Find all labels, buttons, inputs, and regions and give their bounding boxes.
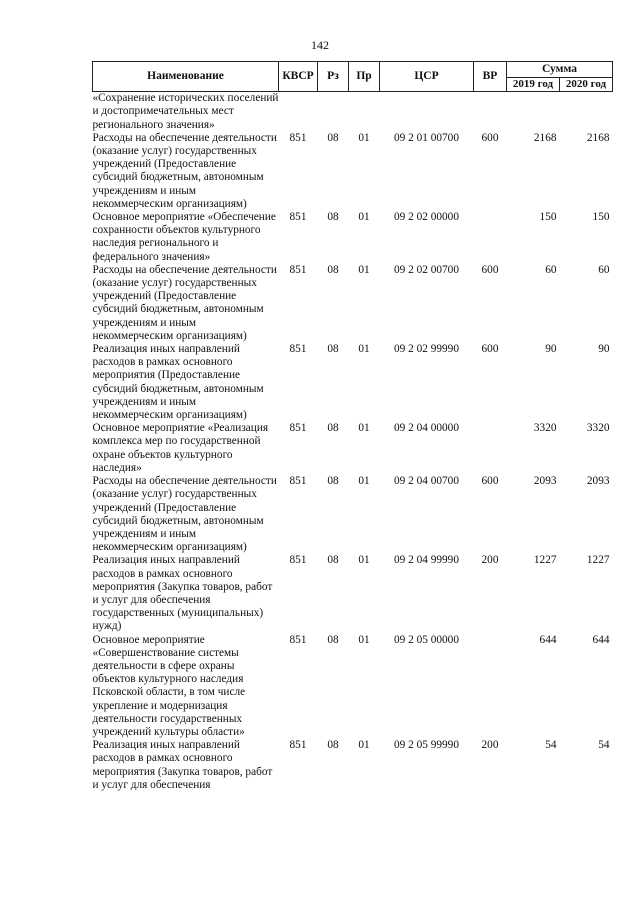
cell-2019 xyxy=(507,92,560,132)
cell-name: Реализация иных направлений расходов в рамках основного мероприятия (Закупка товаров, работ и услуг для обеспечения государственных (муниципальных) нужд) xyxy=(92,554,273,633)
cell-pr: 01 xyxy=(358,263,370,276)
cell-kvsr: 851 xyxy=(289,739,307,752)
cell-vr: 200 xyxy=(481,554,499,567)
cell-2020: 2168 xyxy=(586,131,610,144)
cell-name: Расходы на обеспечение деятельности (оказание услуг) государственных учреждений (Предоставление субсидий бюджетным, автономным учреждениям и иным некоммерческим организациям) xyxy=(92,263,277,342)
cell-name: Основное мероприятие «Реализация комплекса мер по государственной охране объектов культурного наследия» xyxy=(92,422,269,474)
cell-pr: 01 xyxy=(358,422,370,435)
cell-kvsr xyxy=(279,92,318,132)
header-kvsr: КВСР xyxy=(279,62,318,92)
cell-pr: 01 xyxy=(358,475,370,488)
cell-rz: 08 xyxy=(327,343,339,356)
cell-kvsr: 851 xyxy=(289,633,307,646)
cell-2020: 3320 xyxy=(586,422,610,435)
cell-pr: 01 xyxy=(358,633,370,646)
cell-kvsr: 851 xyxy=(289,554,307,567)
cell-rz: 08 xyxy=(327,211,339,224)
cell-csr: 09 2 04 00700 xyxy=(394,475,459,488)
cell-kvsr: 851 xyxy=(289,131,307,144)
cell-2020: 644 xyxy=(592,633,610,646)
table-header xyxy=(93,62,613,92)
page-number: 142 xyxy=(311,38,329,52)
cell-pr: 01 xyxy=(358,131,370,144)
table-row xyxy=(93,739,613,792)
cell-2019: 644 xyxy=(539,633,557,646)
cell-csr xyxy=(380,92,474,132)
cell-kvsr: 851 xyxy=(289,211,307,224)
cell-2020: 54 xyxy=(598,739,610,752)
header-vr: ВР xyxy=(474,62,507,92)
header-name: Наименование xyxy=(93,62,279,92)
cell-2020: 2093 xyxy=(586,475,610,488)
cell-name: «Сохранение исторических поселений и достопримечательных мест регионального значения» xyxy=(92,92,279,131)
cell-csr: 09 2 04 99990 xyxy=(394,554,459,567)
budget-table xyxy=(92,61,613,792)
cell-csr: 09 2 02 00700 xyxy=(394,263,459,276)
cell-rz: 08 xyxy=(327,554,339,567)
cell-pr: 01 xyxy=(358,554,370,567)
cell-pr: 01 xyxy=(358,739,370,752)
cell-pr: 01 xyxy=(358,343,370,356)
cell-kvsr: 851 xyxy=(289,343,307,356)
header-year-2019: 2019 год xyxy=(507,78,560,92)
cell-vr xyxy=(474,634,507,740)
cell-kvsr: 851 xyxy=(289,422,307,435)
cell-name: Основное мероприятие «Совершенствование системы деятельности в сфере охраны объектов культурного наследия Псковской области, в том числе укрепление и модернизация деятельности государственных учреждений культуры области» xyxy=(92,633,246,738)
cell-csr: 09 2 05 99990 xyxy=(394,739,459,752)
cell-2020: 150 xyxy=(592,211,610,224)
cell-name: Реализация иных направлений расходов в рамках основного мероприятия (Закупка товаров, работ и услуг для обеспечения xyxy=(92,739,273,791)
cell-2020: 60 xyxy=(598,263,610,276)
cell-vr: 600 xyxy=(481,475,499,488)
table-row xyxy=(93,634,613,740)
cell-rz: 08 xyxy=(327,131,339,144)
header-year-2020: 2020 год xyxy=(560,78,613,92)
cell-rz: 08 xyxy=(327,633,339,646)
cell-pr xyxy=(349,92,380,132)
cell-vr: 600 xyxy=(481,131,499,144)
cell-csr: 09 2 02 00000 xyxy=(394,211,459,224)
cell-rz: 08 xyxy=(327,263,339,276)
cell-csr: 09 2 04 00000 xyxy=(394,422,459,435)
cell-name: Основное мероприятие «Обеспечение сохранности объектов культурного наследия регионального и федерального значения» xyxy=(92,211,276,263)
cell-vr: 200 xyxy=(481,739,499,752)
cell-vr: 600 xyxy=(481,343,499,356)
cell-vr xyxy=(474,92,507,132)
cell-2019: 2093 xyxy=(533,475,557,488)
cell-vr: 600 xyxy=(481,263,499,276)
cell-vr xyxy=(474,211,507,264)
table-row xyxy=(93,475,613,554)
cell-rz: 08 xyxy=(327,739,339,752)
cell-name: Расходы на обеспечение деятельности (оказание услуг) государственных учреждений (Предоставление субсидий бюджетным, автономным учреждениям и иным некоммерческим организациям) xyxy=(92,131,277,210)
cell-csr: 09 2 05 00000 xyxy=(394,633,459,646)
cell-pr: 01 xyxy=(358,211,370,224)
table-row xyxy=(93,554,613,633)
cell-2019: 1227 xyxy=(533,554,557,567)
cell-2019: 54 xyxy=(545,739,557,752)
table-body xyxy=(93,92,613,792)
cell-rz: 08 xyxy=(327,475,339,488)
table-row xyxy=(93,264,613,343)
cell-rz xyxy=(318,92,349,132)
cell-kvsr: 851 xyxy=(289,263,307,276)
table-row xyxy=(93,343,613,422)
cell-2020: 90 xyxy=(598,343,610,356)
cell-2019: 60 xyxy=(545,263,557,276)
cell-2020 xyxy=(560,92,613,132)
table-row xyxy=(93,422,613,475)
cell-2020: 1227 xyxy=(586,554,610,567)
cell-rz: 08 xyxy=(327,422,339,435)
cell-2019: 3320 xyxy=(533,422,557,435)
cell-csr: 09 2 02 99990 xyxy=(394,343,459,356)
cell-name: Расходы на обеспечение деятельности (оказание услуг) государственных учреждений (Предоставление субсидий бюджетным, автономным учреждениям и иным некоммерческим организациям) xyxy=(92,475,277,554)
header-rz: Рз xyxy=(318,62,349,92)
header-sum: Сумма xyxy=(507,62,613,78)
table-row xyxy=(93,132,613,211)
header-csr: ЦСР xyxy=(380,62,474,92)
header-pr: Пр xyxy=(349,62,380,92)
table-row xyxy=(93,211,613,264)
cell-vr xyxy=(474,422,507,475)
cell-kvsr: 851 xyxy=(289,475,307,488)
cell-2019: 90 xyxy=(545,343,557,356)
cell-2019: 150 xyxy=(539,211,557,224)
cell-name: Реализация иных направлений расходов в рамках основного мероприятия (Предоставление субсидий бюджетным, автономным учреждениям и иным некоммерческим организациям) xyxy=(92,343,264,422)
cell-2019: 2168 xyxy=(533,131,557,144)
cell-csr: 09 2 01 00700 xyxy=(394,131,459,144)
table-row xyxy=(93,92,613,132)
